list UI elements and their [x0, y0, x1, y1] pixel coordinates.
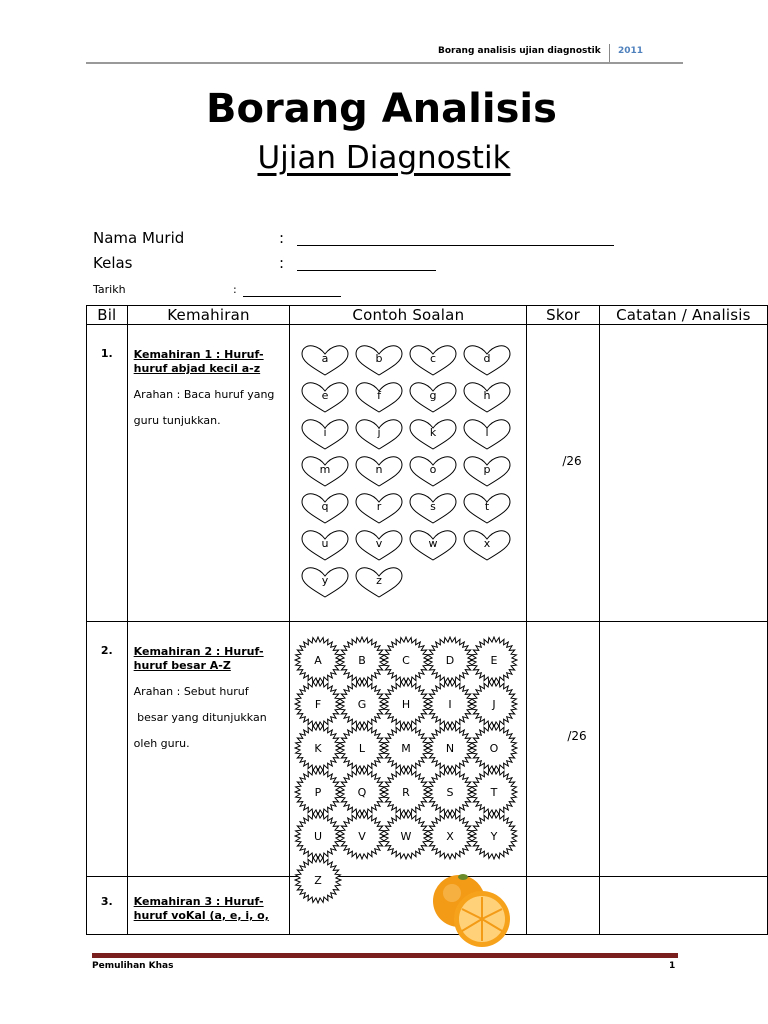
starburst-shape-K — [294, 724, 342, 772]
hearts-grid — [290, 325, 526, 620]
heart-letter: c — [430, 352, 437, 365]
header-catatan: Catatan / Analisis — [599, 306, 767, 325]
tarikh-field[interactable] — [243, 283, 341, 297]
kelas-label: Kelas — [93, 254, 133, 272]
heart-shape-h — [462, 382, 514, 416]
heart-shape-l — [462, 419, 514, 453]
title-line1: Borang Analisis — [206, 86, 557, 132]
row-catatan[interactable] — [599, 877, 767, 935]
starburst-shape-A — [294, 636, 342, 684]
heart-shape-f — [354, 382, 406, 416]
heart-shape-c — [408, 345, 460, 379]
row-kemahiran — [127, 325, 290, 622]
starburst-letter: F — [315, 698, 322, 711]
heart-shape-m — [300, 456, 352, 490]
heart-shape-t — [462, 493, 514, 527]
heart-letter: t — [485, 500, 490, 513]
heart-letter: e — [321, 389, 329, 402]
page-number: 1 — [669, 961, 676, 971]
starburst-shape-W — [382, 812, 430, 860]
starburst-shape-X — [426, 812, 474, 860]
title-wordart — [200, 80, 670, 132]
heart-letter: w — [428, 537, 438, 550]
heart-shape-w — [408, 530, 460, 564]
starburst-shape-O — [470, 724, 518, 772]
heart-shape-e — [300, 382, 352, 416]
orange-fruit-icon — [425, 874, 515, 952]
starburst-letter: M — [401, 742, 412, 755]
heart-letter: x — [484, 537, 491, 550]
heart-shape-a — [300, 345, 352, 379]
row-bil: 3. — [87, 877, 128, 935]
tarikh-label: Tarikh — [93, 283, 126, 296]
kelas-field[interactable] — [297, 254, 436, 271]
header-contoh-soalan: Contoh Soalan — [290, 306, 527, 325]
heart-letter: a — [321, 352, 329, 365]
heart-letter: f — [377, 389, 382, 402]
row-kemahiran — [127, 622, 290, 877]
heart-shape-s — [408, 493, 460, 527]
starburst-shape-C — [382, 636, 430, 684]
heart-letter: d — [483, 352, 491, 365]
row-skor — [527, 325, 599, 622]
heart-shape-u — [300, 530, 352, 564]
heart-letter: j — [377, 426, 381, 439]
row-bil: 1. — [87, 325, 128, 622]
row-bil: 2. — [87, 622, 128, 877]
heart-shape-y — [300, 567, 352, 601]
starburst-letter: P — [315, 786, 322, 799]
header-kemahiran: Kemahiran — [127, 306, 290, 325]
heart-shape-q — [300, 493, 352, 527]
table-row — [87, 877, 768, 935]
heart-shape-g — [408, 382, 460, 416]
starburst-shape-M — [382, 724, 430, 772]
starburst-shape-E — [470, 636, 518, 684]
row-kemahiran — [127, 877, 290, 935]
heart-shape-p — [462, 456, 514, 490]
row-skor — [527, 877, 599, 935]
heart-letter: o — [429, 463, 437, 476]
starburst-letter: W — [400, 830, 412, 843]
starburst-letter: R — [402, 786, 411, 799]
starburst-shape-B — [338, 636, 386, 684]
heart-shape-b — [354, 345, 406, 379]
heart-letter: y — [322, 574, 329, 587]
starburst-shape-R — [382, 768, 430, 816]
starburst-shape-I — [426, 680, 474, 728]
kemahiran-title: Kemahiran 2 : Huruf-huruf besar A-Z — [133, 645, 264, 672]
header-year: 2011 — [618, 46, 644, 56]
starburst-letter: I — [448, 698, 452, 711]
starburst-shape-F — [294, 680, 342, 728]
starburst-letter: J — [492, 698, 496, 711]
heart-letter: m — [319, 463, 331, 476]
table-row — [87, 325, 768, 622]
row-skor — [527, 622, 599, 877]
subtitle: Ujian Diagnostik — [257, 140, 511, 176]
row-contoh-image — [290, 877, 527, 935]
row-contoh-hearts — [290, 325, 527, 622]
skor-value: /26 — [562, 454, 582, 468]
starburst-shape-N — [426, 724, 474, 772]
starburst-shape-L — [338, 724, 386, 772]
starburst-shape-T — [470, 768, 518, 816]
header-skor: Skor — [527, 306, 599, 325]
heart-letter: r — [377, 500, 382, 513]
starburst-shape-V — [338, 812, 386, 860]
nama-label: Nama Murid — [93, 229, 185, 247]
heart-letter: k — [430, 426, 437, 439]
starburst-letter: V — [358, 830, 367, 843]
tarikh-colon: : — [233, 283, 237, 296]
footer-label: Pemulihan Khas — [92, 961, 174, 971]
heart-letter: u — [321, 537, 329, 550]
heart-letter: z — [376, 574, 383, 587]
analysis-table — [86, 305, 768, 935]
starburst-letter: U — [314, 830, 323, 843]
starburst-shape-Y — [470, 812, 518, 860]
heart-letter: v — [376, 537, 383, 550]
starburst-shape-S — [426, 768, 474, 816]
arahan-text-3: oleh guru. — [133, 737, 190, 750]
starburst-letter: X — [446, 830, 455, 843]
heart-shape-d — [462, 345, 514, 379]
heart-shape-i — [300, 419, 352, 453]
starburst-letter: L — [359, 742, 366, 755]
heart-letter: i — [323, 426, 327, 439]
heart-letter: g — [429, 389, 437, 402]
starburst-shape-Q — [338, 768, 386, 816]
table-header-row — [87, 306, 768, 325]
starburst-letter: T — [490, 786, 498, 799]
stars-grid — [290, 622, 526, 887]
skor-value: /26 — [567, 729, 587, 743]
heart-letter: l — [485, 426, 489, 439]
kemahiran-title: Kemahiran 3 : Huruf-huruf voKal (a, e, i, o, — [133, 895, 269, 922]
heart-shape-o — [408, 456, 460, 490]
heart-shape-n — [354, 456, 406, 490]
starburst-shape-P — [294, 768, 342, 816]
table-row — [87, 622, 768, 877]
starburst-letter: Z — [314, 874, 323, 887]
heart-shape-x — [462, 530, 514, 564]
heart-shape-k — [408, 419, 460, 453]
heart-letter: h — [483, 389, 491, 402]
header-bil: Bil — [87, 306, 128, 325]
heart-letter: q — [321, 500, 329, 513]
heart-letter: p — [483, 463, 491, 476]
starburst-shape-D — [426, 636, 474, 684]
heart-letter: n — [375, 463, 383, 476]
starburst-letter: H — [402, 698, 411, 711]
starburst-letter: O — [490, 742, 499, 755]
arahan-text-2: besar yang ditunjukkan — [133, 711, 267, 724]
starburst-letter: E — [490, 654, 498, 667]
heart-shape-v — [354, 530, 406, 564]
starburst-letter: N — [446, 742, 455, 755]
header-doc-title: Borang analisis ujian diagnostik — [438, 46, 601, 56]
starburst-shape-H — [382, 680, 430, 728]
nama-field[interactable] — [297, 229, 614, 246]
heart-shape-r — [354, 493, 406, 527]
heart-shape-z — [354, 567, 406, 601]
starburst-shape-G — [338, 680, 386, 728]
starburst-shape-J — [470, 680, 518, 728]
starburst-letter: Y — [490, 830, 498, 843]
nama-colon: : — [279, 229, 285, 247]
starburst-letter: G — [358, 698, 367, 711]
row-catatan[interactable] — [599, 325, 767, 622]
arahan-text-2: guru tunjukkan. — [133, 414, 221, 427]
starburst-letter: A — [314, 654, 323, 667]
arahan-text: Arahan : Baca huruf yang — [133, 388, 275, 401]
kemahiran-title: Kemahiran 1 : Huruf-huruf abjad kecil a-z — [133, 348, 264, 375]
header-rule — [86, 62, 683, 64]
row-contoh-stars — [290, 622, 527, 887]
arahan-text: Arahan : Sebut huruf — [133, 685, 249, 698]
starburst-letter: D — [446, 654, 455, 667]
starburst-letter: K — [314, 742, 322, 755]
heart-letter: s — [430, 500, 437, 513]
heart-shape-j — [354, 419, 406, 453]
row-catatan[interactable] — [599, 622, 767, 877]
footer-rule — [92, 953, 678, 958]
starburst-letter: S — [446, 786, 454, 799]
heart-letter: b — [375, 352, 383, 365]
kelas-colon: : — [279, 254, 285, 272]
starburst-letter: B — [358, 654, 367, 667]
starburst-letter: Q — [358, 786, 367, 799]
starburst-letter: C — [402, 654, 411, 667]
header-separator — [609, 44, 610, 64]
starburst-shape-U — [294, 812, 342, 860]
